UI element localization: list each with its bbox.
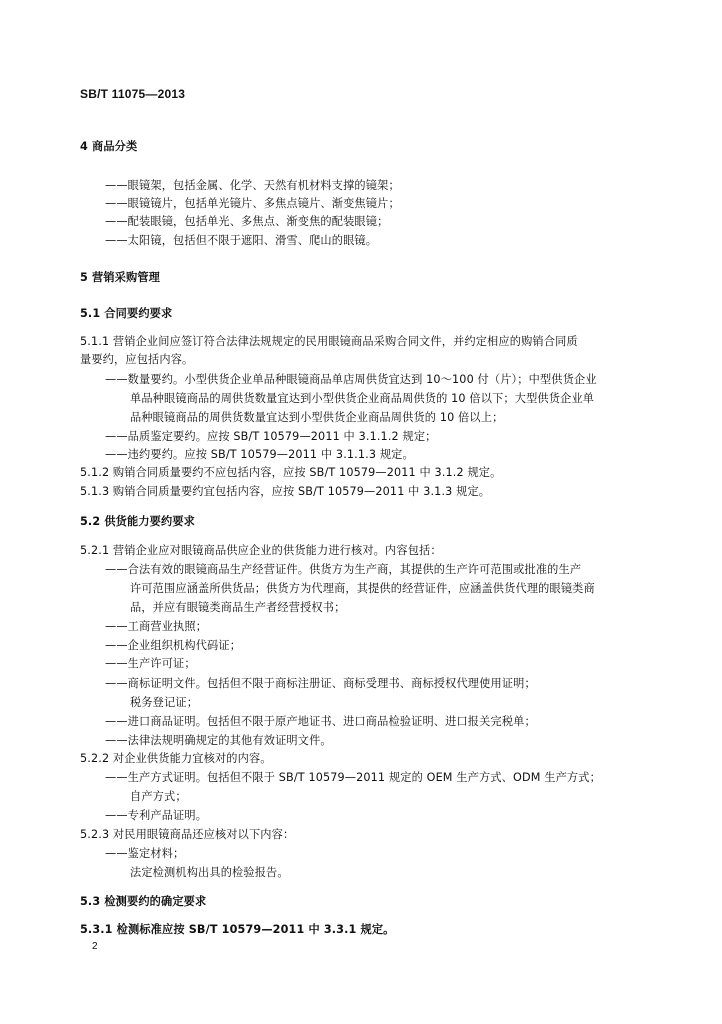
page-number: 2 bbox=[92, 941, 98, 952]
list-item: ——眼镜镜片，包括单光镜片、多焦点镜片、渐变焦镜片； bbox=[105, 197, 400, 210]
section-4-heading: 4 商品分类 bbox=[80, 140, 138, 153]
list-item-continuation: 自产方式； bbox=[130, 790, 187, 803]
clause-text: 5.1.3 购销合同质量要约宜包括内容，应按 SB/T 10579—2011 中 3.1.3 规定。 bbox=[80, 485, 491, 498]
clause-text: 5.2.2 对企业供货能力宜核对的内容。 bbox=[80, 752, 272, 765]
list-item: ——商标证明文件。包括但不限于商标注册证、商标受理书、商标授权代理使用证明； bbox=[105, 677, 536, 690]
clause-text: 5.1.1 营销企业间应签订符合法律法规规定的民用眼镜商品采购合同文件，并约定相应的购销合同质 bbox=[80, 335, 578, 348]
section-5-2-heading: 5.2 供货能力要约要求 bbox=[80, 515, 196, 528]
list-item: ——眼镜架，包括金属、化学、天然有机材料支撑的镜架； bbox=[105, 179, 400, 192]
standard-code: SB/T 11075—2013 bbox=[80, 87, 186, 101]
list-item: ——专利产品证明。 bbox=[105, 809, 208, 822]
clause-text: 量要约，应包括内容。 bbox=[80, 353, 194, 366]
list-item-continuation: 单品种眼镜商品的周供货数量宜达到小型供货企业商品周供货的 10 倍以下；大型供货企业单 bbox=[130, 392, 595, 405]
list-item: ——进口商品证明。包括但不限于原产地证书、进口商品检验证明、进口报关完税单； bbox=[105, 715, 536, 728]
list-item: ——数量要约。小型供货企业单品种眼镜商品单店周供货宜达到 10～100 付（片）；中型供货企业 bbox=[105, 373, 597, 386]
list-item-continuation: 法定检测机构出具的检验报告。 bbox=[130, 866, 289, 879]
list-item: ——太阳镜，包括但不限于遮阳、滑雪、爬山的眼镜。 bbox=[105, 234, 378, 247]
section-5-1-heading: 5.1 合同要约要求 bbox=[80, 307, 173, 320]
list-item: ——合法有效的眼镜商品生产经营证件。供货方为生产商，其提供的生产许可范围或批准的生产 bbox=[105, 563, 582, 576]
list-item-continuation: 许可范围应涵盖所供货品；供货方为代理商，其提供的经营证件，应涵盖供货代理的眼镜类商 bbox=[130, 582, 595, 595]
clause-text: 5.2.1 营销企业应对眼镜商品供应企业的供货能力进行核对。内容包括： bbox=[80, 544, 442, 557]
list-item: ——企业组织机构代码证； bbox=[105, 639, 242, 652]
clause-text: 5.2.3 对民用眼镜商品还应核对以下内容： bbox=[80, 828, 295, 841]
section-5-3-heading: 5.3 检测要约的确定要求 bbox=[80, 895, 207, 908]
list-item: ——法律法规明确规定的其他有效证明文件。 bbox=[105, 734, 332, 747]
list-item-continuation: 品，并应有眼镜类商品生产者经营授权书； bbox=[130, 601, 346, 614]
list-item: ——生产许可证； bbox=[105, 657, 196, 670]
list-item: ——工商营业执照； bbox=[105, 620, 208, 633]
list-item: ——鉴定材料； bbox=[105, 847, 185, 860]
clause-text: 5.3.1 检测标准应按 SB/T 10579—2011 中 3.3.1 规定。 bbox=[80, 923, 395, 936]
list-item: ——生产方式证明。包括但不限于 SB/T 10579—2011 规定的 OEM 生产方式、ODM 生产方式； bbox=[105, 771, 601, 784]
list-item: ——配装眼镜，包括单光、多焦点、渐变焦的配装眼镜； bbox=[105, 215, 389, 228]
list-item-continuation: 品种眼镜商品的周供货数量宜达到小型供货企业商品周供货的 10 倍以上； bbox=[130, 411, 504, 424]
list-item: ——违约要约。应按 SB/T 10579—2011 中 3.1.1.3 规定。 bbox=[105, 448, 414, 461]
section-5-heading: 5 营销采购管理 bbox=[80, 271, 161, 284]
list-item-continuation: 税务登记证； bbox=[130, 696, 199, 709]
list-item: ——品质鉴定要约。应按 SB/T 10579—2011 中 3.1.1.2 规定； bbox=[105, 430, 437, 443]
clause-text: 5.1.2 购销合同质量要约不应包括内容，应按 SB/T 10579—2011 中 3.1.2 规定。 bbox=[80, 466, 502, 479]
